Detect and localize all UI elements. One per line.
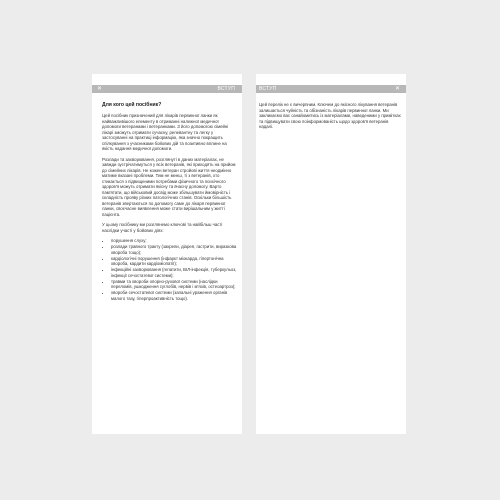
left-page-content bbox=[102, 102, 237, 302]
list-item: • розлади травного тракту (закрепи, діарея, гастрити, виразкова хвороба тощо); bbox=[111, 244, 237, 255]
page-header-bar bbox=[256, 85, 406, 93]
right-page bbox=[256, 74, 406, 434]
paragraph-disorders: Розлади та захворювання, розглянуті в даних матеріалах, не завжди зустрічатимуться у всіх ветеранів, які приходять на прийом до сімейних лікарів. Не кожен ветеран стройові життя неодмінно матиме вказані проблеми. Тим не менш, ті з ветеранів, хто стикається з підвищеними потребами фізичного та психічного здоров'я можуть отримати якісну та вчасну допомогу. Варто пам'ятати, що військовий досвід може збільшувати ймовірність і складність прояву різних патологічних станів. Оскільки більшість ветеранів звертаються по допомогу саме до лікаря первинної ланки, своєчасне виявлення може стати вирішальним у житті пацієнта. bbox=[102, 156, 236, 217]
section-label: ВСТУП bbox=[217, 86, 235, 92]
section-label: ВСТУП bbox=[259, 86, 277, 92]
paragraph-list-intro: У цьому посібнику ми розглянемо ключові та найбільш часті наслідки участі у бойових діях: bbox=[102, 222, 223, 233]
left-page bbox=[92, 74, 242, 434]
list-item: • травми та хвороби опорно-рухової системи (наслідки переломів, ушкодження суглобів, нервів і м'язів, остеоартроз); bbox=[111, 279, 237, 290]
list-item: • інфекційні захворювання (гепатити, ВІЛ-інфекція, туберкульоз, інфекції сечостатевої системи); bbox=[111, 267, 237, 278]
right-page-content bbox=[259, 102, 401, 135]
section-title: Для кого цей посібник? bbox=[102, 102, 162, 108]
list-item: • хвороби сечостатевої системи (запальні ураження органів малого тазу, гіперпроактивність тощо). bbox=[111, 290, 237, 301]
paragraph-conclusion: Цей перелік не є вичерпним. Ключем до якісного лікування ветеранів залишається чуйність та обізнаність лікарів первинної ланки. Ми закликаємо вас ознайомитись із матеріалами, наведеними у примітках та підвищувати свою поінформованість щодо здоров'я ветеранів надалі. bbox=[259, 102, 401, 129]
close-icon: ✕ bbox=[394, 86, 400, 92]
consequences-list bbox=[102, 238, 237, 301]
paragraph-intro: Цей посібник призначений для лікарів первинної ланки як найважливішого елементу в отриманні належної медичної допомоги ветеранами і ветеранками. З його допомогою сімейні лікарі зможуть отримати сучасну, релевантну та легку у застосуванні на практиці інформацію, яка значно покращить спілкування з учасниками бойових дій та позитивно вплине на якість надання медичної допомоги. bbox=[102, 113, 229, 151]
page-header-bar bbox=[92, 85, 242, 93]
close-icon: ✕ bbox=[97, 86, 103, 92]
list-item: • порушення слуху; bbox=[111, 238, 237, 244]
list-item: • кардіологічні порушення (інфаркт міокарда, гіпертонічна хвороба, кардити кардіоміопатії); bbox=[111, 256, 237, 267]
